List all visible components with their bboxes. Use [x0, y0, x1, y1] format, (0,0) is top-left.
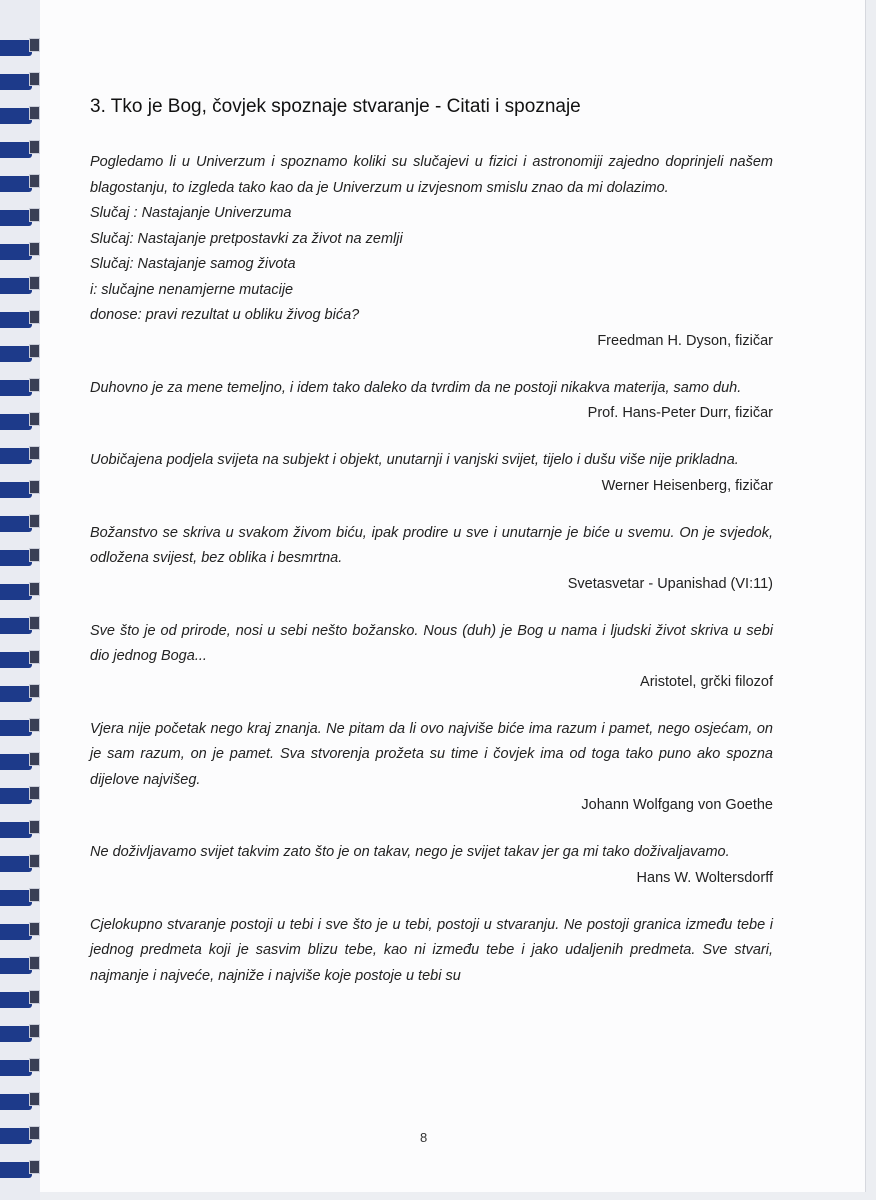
binding-hole	[29, 786, 40, 800]
binding-hole	[29, 72, 40, 86]
quote-line: Slučaj: Nastajanje samog života	[90, 256, 296, 272]
binding-hole	[29, 140, 40, 154]
quote-block	[90, 840, 773, 891]
binding-ring-bar	[0, 40, 32, 56]
binding-hole	[29, 956, 40, 970]
binding-ring-bar	[0, 924, 32, 940]
quote-block	[90, 619, 773, 695]
binding-ring-bar	[0, 312, 32, 328]
binding-hole	[29, 1058, 40, 1072]
quote-block	[90, 376, 773, 427]
binding-ring-bar	[0, 618, 32, 634]
binding-ring-bar	[0, 244, 32, 260]
binding-hole	[29, 548, 40, 562]
binding-ring	[0, 988, 38, 1012]
binding-ring-bar	[0, 788, 32, 804]
quote-block	[90, 717, 773, 819]
binding-hole	[29, 888, 40, 902]
quote-author: Hans W. Woltersdorff	[636, 869, 773, 886]
binding-ring-bar	[0, 720, 32, 736]
binding-hole	[29, 650, 40, 664]
binding-ring-bar	[0, 142, 32, 158]
binding-ring-bar	[0, 1162, 32, 1178]
binding-hole	[29, 106, 40, 120]
binding-hole	[29, 378, 40, 392]
binding-ring	[0, 716, 38, 740]
binding-hole	[29, 446, 40, 460]
quote-line: Vjera nije početak nego kraj znanja. Ne pitam da li ovo najviše biće ima razum i pamet, nego osjećam, on je sam razum, on je pamet. Sva stvorenja prožeta su time i čovjek ima od toga tako puno ako spozna dijelove najvišeg.	[90, 720, 773, 788]
quote-line: Duhovno je za mene temeljno, i idem tako daleko da tvrdim da ne postoji nikakva materija, samo duh.	[90, 379, 742, 396]
binding-ring-bar	[0, 278, 32, 294]
binding-hole	[29, 718, 40, 732]
quote-line: Pogledamo li u Univerzum i spoznamo koliki su slučajevi u fizici i astronomiji zajedno doprinjeli našem blagostanju, to izgleda tako kao da je Univerzum u izvjesnom smislu znao da mi dolazimo.	[90, 154, 773, 196]
binding-hole	[29, 514, 40, 528]
binding-ring	[0, 580, 38, 604]
binding-ring	[0, 138, 38, 162]
binding-ring	[0, 818, 38, 842]
binding-hole	[29, 1126, 40, 1140]
binding-ring-bar	[0, 74, 32, 90]
binding-ring	[0, 376, 38, 400]
binding-hole	[29, 820, 40, 834]
quote-line: Slučaj: Nastajanje pretpostavki za život na zemlji	[90, 230, 403, 247]
quote-author: Svetasvetar - Upanishad (VI:11)	[567, 575, 773, 592]
binding-ring-bar	[0, 550, 32, 566]
quote-line: Uobičajena podjela svijeta na subjekt i objekt, unutarnji i vanjski svijet, tijelo i dušu više nije prikladna.	[90, 452, 739, 468]
quote-block	[90, 913, 773, 990]
quotes-container	[90, 150, 773, 989]
quote-line: Sve što je od prirode, nosi u sebi nešto božansko. Nous (duh) je Bog u nama i ljudski život skriva u sebi dio jednog Boga...	[90, 622, 773, 664]
binding-ring	[0, 36, 38, 60]
binding-ring	[0, 886, 38, 910]
binding-hole	[29, 174, 40, 188]
binding-ring	[0, 1022, 38, 1046]
binding-ring-bar	[0, 686, 32, 702]
binding-ring-bar	[0, 380, 32, 396]
binding-ring	[0, 648, 38, 672]
binding-hole	[29, 582, 40, 596]
quote-line: Ne doživljavamo svijet takvim zato što je on takav, nego je svijet takav jer ga mi tako doživaljavamo.	[90, 844, 730, 860]
binding-ring-bar	[0, 346, 32, 362]
quote-block	[90, 448, 773, 499]
binding-hole	[29, 1092, 40, 1106]
binding-ring-bar	[0, 890, 32, 906]
binding-ring-bar	[0, 482, 32, 498]
binding-hole	[29, 1160, 40, 1174]
binding-ring-bar	[0, 1026, 32, 1042]
binding-ring	[0, 308, 38, 332]
binding-ring	[0, 546, 38, 570]
binding-ring-bar	[0, 1128, 32, 1144]
binding-hole	[29, 310, 40, 324]
section-heading: 3. Tko je Bog, čovjek spoznaje stvaranje - Citati i spoznaje	[90, 96, 581, 117]
quote-author: Prof. Hans-Peter Durr, fizičar	[587, 405, 773, 421]
quote-line: donose: pravi rezultat u obliku živog bića?	[90, 307, 360, 323]
quote-author: Freedman H. Dyson, fizičar	[597, 332, 773, 349]
binding-ring-bar	[0, 516, 32, 532]
quote-line: Cjelokupno stvaranje postoji u tebi i sve što je u tebi, postoji u stvaranju. Ne postoji granica između tebe i jednog predmeta koji je sasvim blizu tebe, kao ni između tebe i jako udaljenih predmeta. Sve stvari, najmanje i najveće, najniže i najviše koje postoje u tebi su	[90, 916, 773, 984]
binding-hole	[29, 922, 40, 936]
binding-hole	[29, 854, 40, 868]
binding-ring	[0, 784, 38, 808]
quote-author: Werner Heisenberg, fizičar	[601, 477, 773, 494]
binding-ring	[0, 342, 38, 366]
binding-ring	[0, 1158, 38, 1182]
binding-ring	[0, 410, 38, 434]
binding-hole	[29, 616, 40, 630]
binding-hole	[29, 344, 40, 358]
binding-ring	[0, 954, 38, 978]
binding-ring	[0, 682, 38, 706]
binding-hole	[29, 752, 40, 766]
binding-ring-bar	[0, 652, 32, 668]
page-edge-right	[865, 0, 876, 1200]
binding-ring-bar	[0, 1094, 32, 1110]
binding-ring	[0, 1090, 38, 1114]
binding-ring	[0, 1124, 38, 1148]
quote-line: Božanstvo se skriva u svakom živom biću, ipak prodire u sve i unutarnje je biće u svemu. On je svjedok, odložena svijest, bez oblika i besmrtna.	[90, 524, 773, 566]
binding-ring-bar	[0, 108, 32, 124]
binding-ring-bar	[0, 210, 32, 226]
binding-ring	[0, 206, 38, 230]
binding-ring-bar	[0, 992, 32, 1008]
binding-hole	[29, 276, 40, 290]
binding-hole	[29, 412, 40, 426]
binding-ring	[0, 70, 38, 94]
binding-ring-bar	[0, 856, 32, 872]
quote-line: i: slučajne nenamjerne mutacije	[90, 281, 294, 298]
binding-ring	[0, 750, 38, 774]
binding-hole	[29, 1024, 40, 1038]
spiral-binding	[0, 0, 40, 1200]
binding-ring	[0, 104, 38, 128]
binding-hole	[29, 684, 40, 698]
binding-ring	[0, 274, 38, 298]
binding-ring	[0, 852, 38, 876]
binding-ring-bar	[0, 754, 32, 770]
binding-hole	[29, 208, 40, 222]
binding-ring-bar	[0, 414, 32, 430]
binding-hole	[29, 480, 40, 494]
binding-ring	[0, 172, 38, 196]
binding-hole	[29, 242, 40, 256]
binding-ring-bar	[0, 1060, 32, 1076]
binding-ring-bar	[0, 176, 32, 192]
binding-ring-bar	[0, 822, 32, 838]
quote-block	[90, 150, 773, 354]
binding-hole	[29, 38, 40, 52]
binding-ring	[0, 512, 38, 536]
quote-author: Johann Wolfgang von Goethe	[581, 797, 773, 813]
binding-ring	[0, 444, 38, 468]
binding-ring	[0, 920, 38, 944]
binding-hole	[29, 990, 40, 1004]
quote-line: Slučaj : Nastajanje Univerzuma	[90, 205, 292, 221]
binding-ring	[0, 614, 38, 638]
binding-ring-bar	[0, 448, 32, 464]
quote-block	[90, 521, 773, 597]
binding-ring	[0, 478, 38, 502]
page-edge-bottom	[40, 1192, 876, 1200]
quote-author: Aristotel, grčki filozof	[640, 673, 773, 690]
binding-ring-bar	[0, 584, 32, 600]
binding-ring	[0, 1056, 38, 1080]
binding-ring	[0, 240, 38, 264]
binding-ring-bar	[0, 958, 32, 974]
page-number: 8	[420, 1130, 428, 1145]
